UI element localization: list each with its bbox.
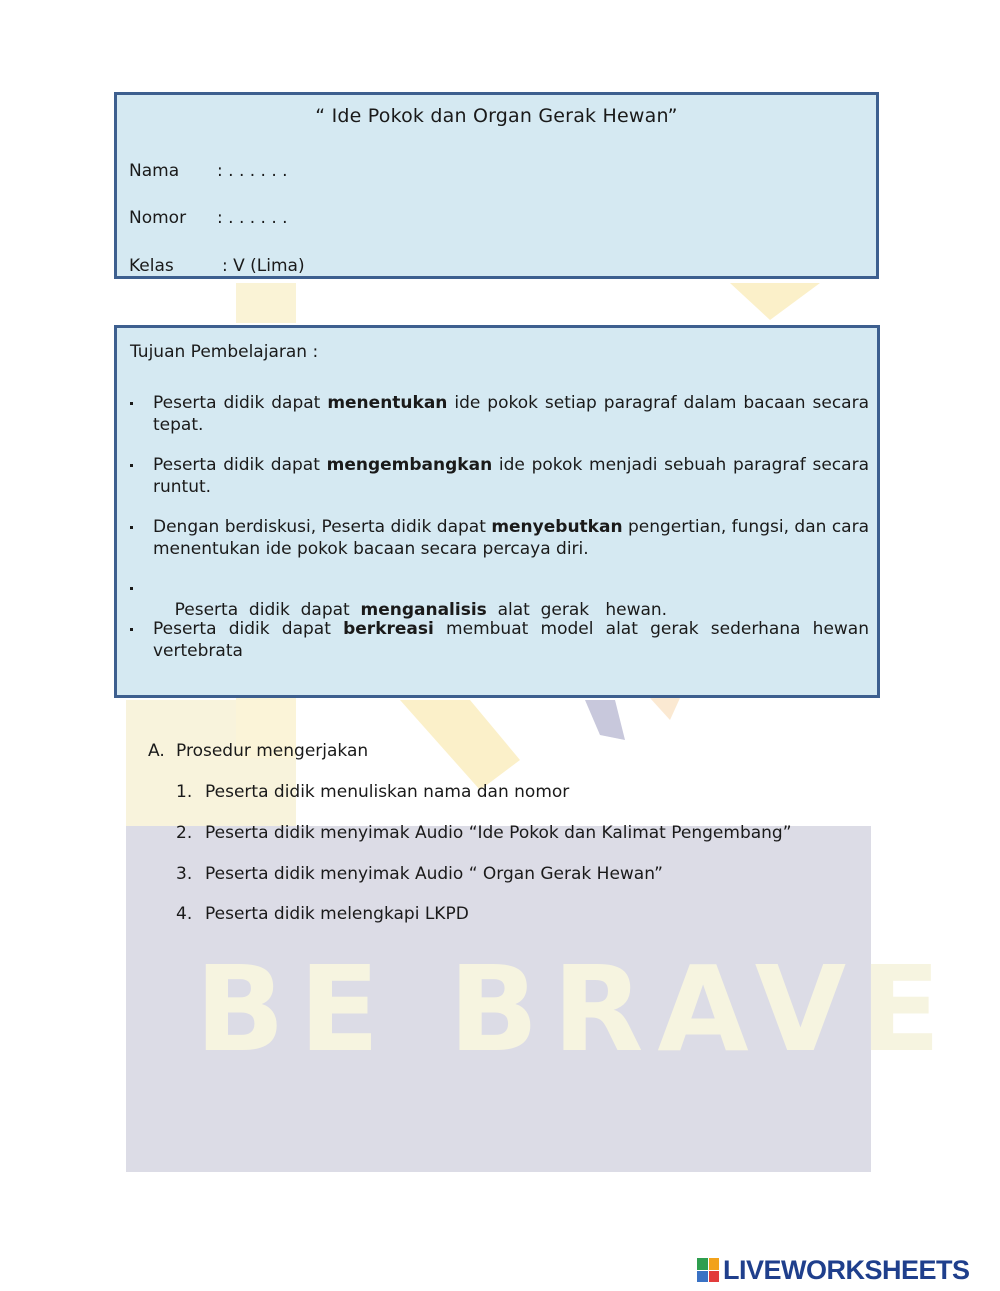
- goal-item: Peserta didik dapat menentukan ide pokok setiap paragraf dalam bacaan secara tepat.: [153, 393, 869, 435]
- procedure-step: 2. Peserta didik menyimak Audio “Ide Pokok dan Kalimat Pengembang”: [176, 823, 792, 843]
- number-value: : . . . . . .: [217, 208, 288, 228]
- worksheet-title: “ Ide Pokok dan Organ Gerak Hewan”: [315, 105, 678, 127]
- number-label: Nomor: [129, 208, 187, 228]
- name-value: : . . . . . .: [217, 161, 288, 181]
- header-box: [114, 92, 879, 279]
- liveworksheets-logo-icon: [697, 1258, 719, 1282]
- goal-item: Peserta didik dapat mengembangkan ide pokok menjadi sebuah paragraf secara runtut.: [153, 455, 869, 497]
- goal-item: Peserta didik dapat menganalisis alat gerak hewan.: [153, 577, 869, 643]
- class-value: : V (Lima): [222, 256, 305, 276]
- name-label: Nama: [129, 161, 180, 181]
- procedure-step: 1. Peserta didik menuliskan nama dan nomor: [176, 782, 570, 802]
- number-field[interactable]: [129, 208, 288, 228]
- class-field: [129, 256, 305, 276]
- brand-name: LIVEWORKSHEETS: [723, 1254, 970, 1285]
- watermark-text: BE BRAVE: [195, 940, 955, 1078]
- procedure-step: 3. Peserta didik menyimak Audio “ Organ Gerak Hewan”: [176, 864, 663, 884]
- name-field[interactable]: [129, 161, 288, 181]
- class-label: Kelas: [129, 256, 174, 276]
- goal-item: Peserta didik dapat berkreasi membuat model alat gerak sederhana hewan vertebrata: [153, 619, 869, 661]
- procedure-step: 4. Peserta didik melengkapi LKPD: [176, 904, 469, 924]
- goal-item: Dengan berdiskusi, Peserta didik dapat menyebutkan pengertian, fungsi, dan cara menentukan ide pokok bacaan secara percaya diri.: [153, 517, 869, 559]
- procedure-heading: A. Prosedur mengerjakan: [148, 741, 369, 761]
- learning-goals-box: [114, 325, 880, 698]
- learning-goals-title: Tujuan Pembelajaran :: [130, 342, 319, 362]
- liveworksheets-logo[interactable]: [697, 1255, 970, 1285]
